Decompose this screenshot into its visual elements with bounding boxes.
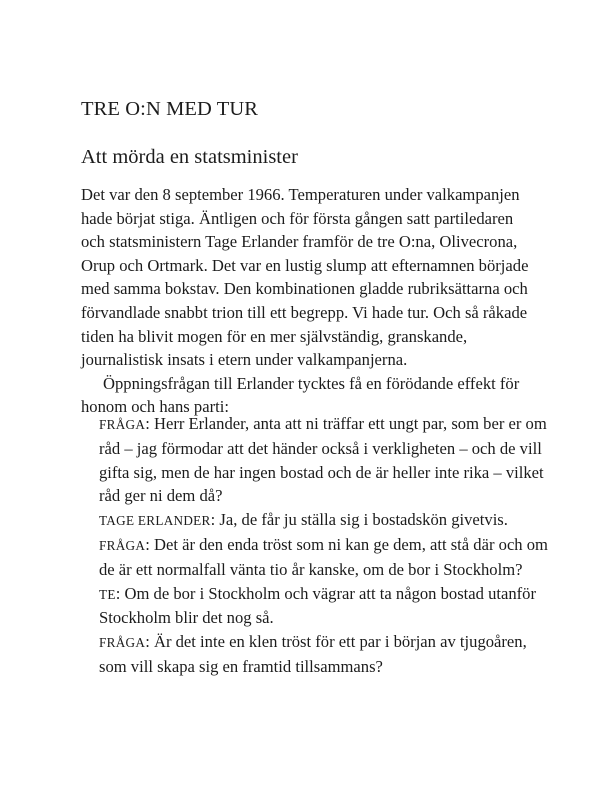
interview-text: Herr Erlander, anta att ni träffar ett ungt par, som ber er om råd – jag förmodar att det händer också i verkligheten – och de vill gifta sig, men de har ingen bostad och de är heller inte rika – vilket råd ger ni dem då? xyxy=(99,414,547,506)
section-title: Att mörda en statsminister xyxy=(81,146,298,168)
speaker-label: FRÅGA xyxy=(99,635,146,651)
chapter-title: TRE O:N MED TUR xyxy=(81,98,259,120)
paragraph: Det var den 8 september 1966. Temperaturen under valkampanjen hade börjat stiga. Äntligen och för första gången satt partiledaren och statsministern Tage Erlander framför de tre O:na, Olivecrona, Orup och Ortmark. Det var en lustig slump att efternamnen började med samma bokstav. Den kombinationen gladde rubriksättarna och förvandlade snabbt trion till ett begrepp. Vi hade tur. Och så råkade tiden ha blivit mogen för en mer självständig, granskande, journalistisk insats i etern under valkampanjerna. xyxy=(81,185,529,370)
speaker-separator: : xyxy=(145,534,154,554)
speaker-label: FRÅGA xyxy=(99,537,146,553)
interview-line xyxy=(99,582,549,631)
speaker-separator: : xyxy=(145,632,154,652)
speaker-label: TAGE ERLANDER xyxy=(99,513,211,529)
interview-text: Om de bor i Stockholm och vägrar att ta någon bostad utanför Stockholm blir det nog så. xyxy=(99,583,536,628)
speaker-separator: : xyxy=(210,510,220,530)
interview-transcript xyxy=(99,412,549,679)
interview-text: Är det inte en klen tröst för ett par i början av tjugoåren, som vill skapa sig en framtid tillsammans? xyxy=(99,632,527,676)
interview-text: Det är den enda tröst som ni kan ge dem, att stå där och om de är ett normalfall vänta tio år kanske, om de bor i Stockholm? xyxy=(99,534,548,579)
body-text xyxy=(81,183,541,419)
interview-line xyxy=(99,533,549,582)
interview-line xyxy=(99,508,549,533)
speaker-separator: : xyxy=(115,583,125,603)
speaker-label: TE xyxy=(99,586,116,602)
speaker-label: FRÅGA xyxy=(99,417,146,432)
interview-line xyxy=(99,412,549,508)
interview-line xyxy=(99,630,549,679)
paragraph: Öppningsfrågan till Erlander tycktes få en förödande effekt för honom och hans parti: xyxy=(81,373,520,417)
interview-text: Ja, de får ju ställa sig i bostadskön givetvis. xyxy=(219,510,508,530)
speaker-separator: : xyxy=(145,414,154,433)
